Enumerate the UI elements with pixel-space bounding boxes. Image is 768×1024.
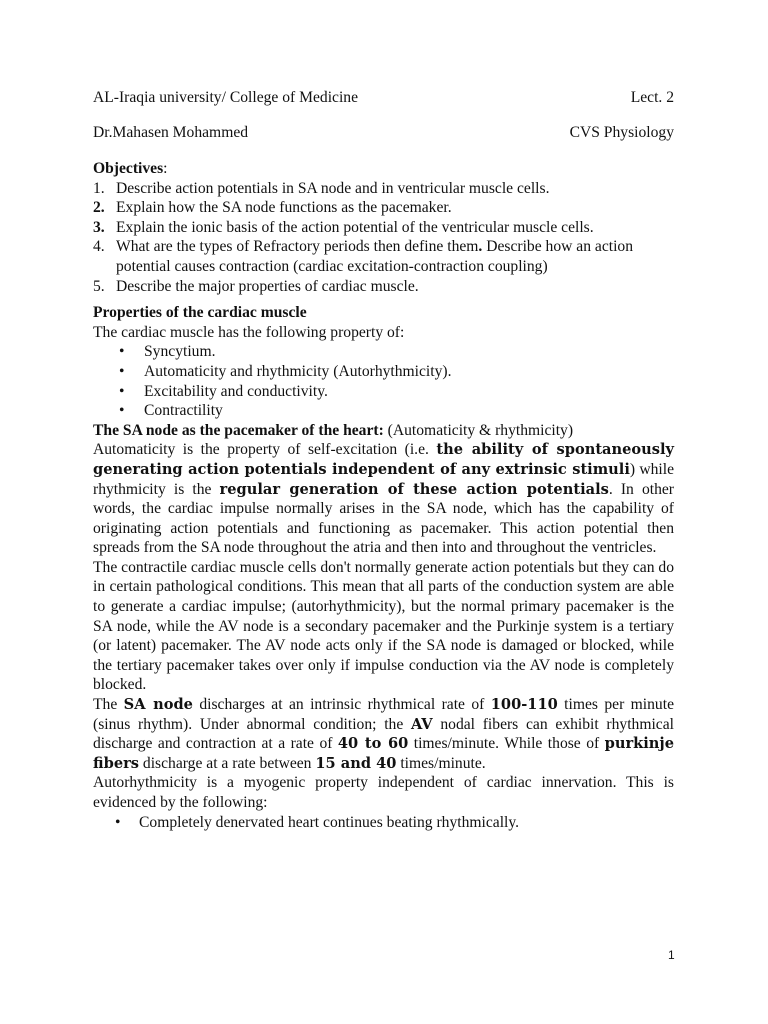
list-item: • Excitability and conductivity.: [93, 382, 674, 402]
author-name: Dr.Mahasen Mohammed: [93, 124, 249, 141]
main-content: [93, 159, 674, 832]
list-item: 1. Describe action potentials in SA node and in ventricular muscle cells.: [93, 179, 550, 197]
lecture-number: Lect. 2: [630, 89, 674, 106]
list-item: 3. Explain the ionic basis of the action potential of the ventricular muscle cells.: [93, 218, 594, 236]
paragraph-automaticity: Automaticity is the property of self-excitation (i.e. the ability of spontaneously generating action potentials independent of any extrinsic stimuli) while rhythmicity is the regular generation of these action potentials. In other words, the cardiac impulse normally arises in the SA node, which has the capability of originating action potentials and functioning as pacemaker. This action potential then spreads from the SA node throughout the atria and then into and throughout the ventricles.: [93, 441, 674, 557]
institution-name: AL-Iraqia university/ College of Medicine: [93, 89, 359, 106]
evidence-list: [93, 813, 674, 833]
list-item: 4. What are the types of Refractory periods then define them. Describe how an action potential causes contraction (cardiac excitation-contraction coupling): [93, 238, 634, 275]
list-item: • Completely denervated heart continues beating rhythmically.: [93, 813, 674, 833]
header-line-1: [93, 88, 674, 108]
header-line-2: [93, 123, 674, 143]
page-number: 1: [668, 948, 675, 962]
properties-intro: The cardiac muscle has the following property of:: [93, 323, 405, 341]
paragraph-discharge-rates: The SA node discharges at an intrinsic rhythmical rate of 100-110 times per minute (sinus rhythm). Under abnormal condition; the AV nodal fibers can exhibit rhythmical discharge and contraction at a rate of 40 to 60 times/minute. While those of purkinje fibers discharge at a rate between 15 and 40 times/minute.: [93, 696, 674, 772]
course-name: CVS Physiology: [569, 124, 674, 141]
properties-list: [93, 342, 674, 420]
list-item: 2. Explain how the SA node functions as the pacemaker.: [93, 199, 452, 217]
list-item: 5. Describe the major properties of cardiac muscle.: [93, 277, 419, 295]
objectives-heading: Objectives:: [93, 160, 168, 177]
list-item: • Contractility: [93, 401, 674, 421]
objectives-list: [93, 179, 674, 297]
properties-heading: Properties of the cardiac muscle: [93, 304, 307, 322]
list-item: • Automaticity and rhythmicity (Autorhythmicity).: [93, 362, 674, 382]
paragraph-conduction-system: The contractile cardiac muscle cells don't normally generate action potentials but they can do in certain pathological conditions. This mean that all parts of the conduction system are able to generate a cardiac impulse; (autorhythmicity), but the normal primary pacemaker is the SA node, while the AV node is a secondary pacemaker and the Purkinje system is a tertiary (or latent) pacemaker. The AV node acts only if the SA node is damaged or blocked, while the tertiary pacemaker takes over only if impulse conduction via the AV node is completely blocked.: [93, 558, 674, 694]
paragraph-autorhythmicity: Autorhythmicity is a myogenic property independent of cardiac innervation. This is evidenced by the following:: [93, 774, 674, 811]
list-item: • Syncytium.: [93, 342, 674, 362]
sa-node-heading: The SA node as the pacemaker of the heart: (Automaticity & rhythmicity): [93, 421, 574, 439]
